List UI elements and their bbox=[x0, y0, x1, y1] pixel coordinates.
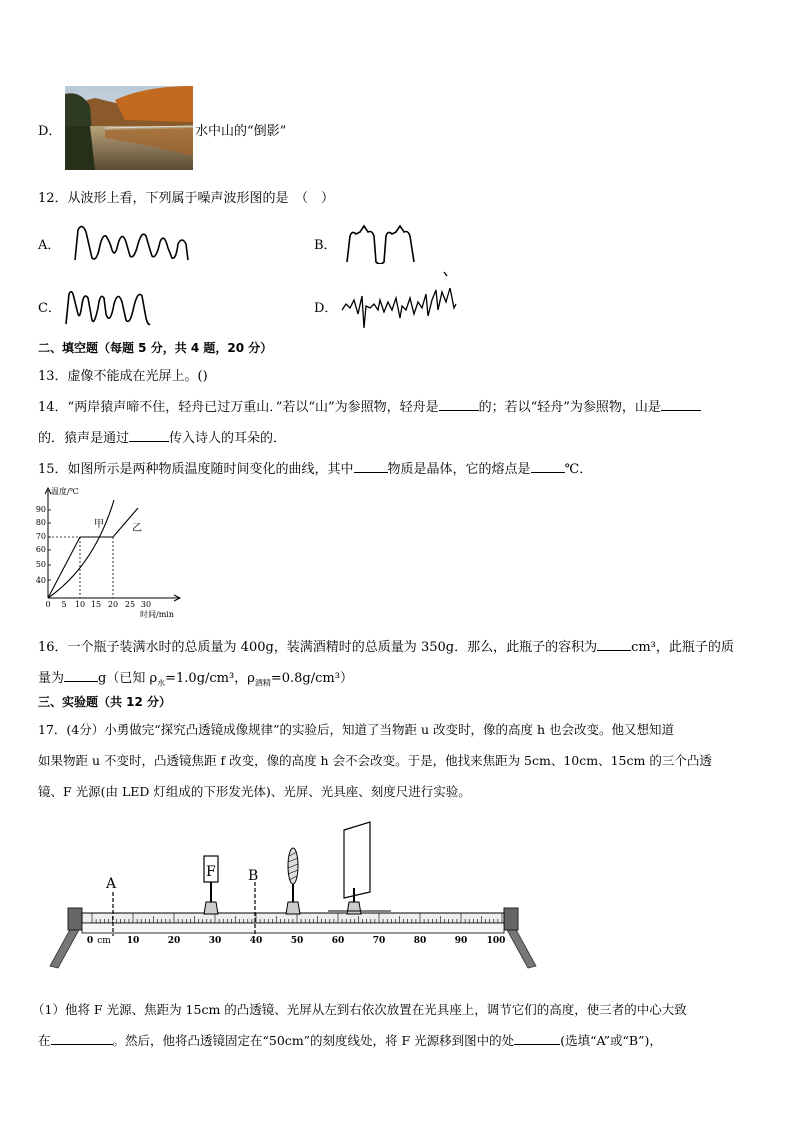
y-tick-80: 80 bbox=[35, 518, 46, 527]
q16-blank-1[interactable] bbox=[597, 639, 631, 651]
q16-line-1 bbox=[38, 636, 734, 655]
scale-80: 80 bbox=[413, 936, 427, 946]
scale-90: 90 bbox=[454, 936, 468, 946]
q15-text-b: 物质是晶体，它的熔点是 bbox=[387, 462, 531, 477]
q15-text-a: 15．如图所示是两种物质温度随时间变化的曲线，其中 bbox=[38, 462, 354, 477]
q14-blank-2[interactable] bbox=[661, 399, 701, 411]
q17-part1-text-c: (选填“A”或“B”)， bbox=[560, 1033, 662, 1048]
x-tick-5: 5 bbox=[61, 600, 67, 609]
x-tick-0: 0 bbox=[45, 600, 51, 609]
scale-100: 100 bbox=[486, 936, 506, 946]
scale-40: 40 bbox=[249, 936, 263, 946]
q12-question: 12．从波形上看，下列属于噪声波形图的是 （ ） bbox=[38, 191, 335, 206]
y-tick-50: 50 bbox=[35, 560, 46, 569]
q12-option-a-label: A． bbox=[38, 238, 61, 253]
q16-text-2c: =1.0g/cm³，ρ bbox=[165, 671, 255, 686]
x-tick-25: 25 bbox=[124, 600, 136, 609]
f-source-letter: F bbox=[206, 864, 216, 880]
q15-blank-2[interactable] bbox=[531, 461, 565, 473]
q15-text-c: ℃． bbox=[564, 462, 593, 477]
graph-y-label: 温度/℃ bbox=[51, 487, 79, 496]
q17-line-3: 镜、F 光源(由 LED 灯组成的下形发光体)、光屏、光具座、刻度尺进行实验。 bbox=[38, 784, 471, 799]
point-a-label: A bbox=[106, 876, 117, 892]
q14-blank-3[interactable] bbox=[129, 430, 169, 442]
q17-line-2: 如果物距 u 不变时，凸透镜焦距 f 改变，像的高度 h 会不会改变。于是，他找来焦距为 5cm、10cm、15cm 的三个凸透 bbox=[38, 753, 712, 768]
label-jia: 甲 bbox=[94, 519, 104, 530]
q16-text-1b: cm³，此瓶子的质 bbox=[631, 640, 734, 655]
x-tick-10: 10 bbox=[74, 600, 86, 609]
f-light-source bbox=[204, 856, 218, 914]
reflection-photo bbox=[65, 86, 193, 170]
q11-option-d-text: 水中山的“倒影” bbox=[195, 124, 287, 139]
temperature-graph bbox=[34, 486, 184, 624]
waveform-b bbox=[344, 222, 420, 268]
graph-x-label: 时间/min bbox=[140, 610, 174, 619]
waveform-a bbox=[72, 220, 190, 268]
y-tick-70: 70 bbox=[35, 532, 46, 541]
q14-text-2b: 传入诗人的耳朵的． bbox=[169, 431, 287, 446]
q12-option-c-label: C． bbox=[38, 301, 61, 316]
optical-bench-diagram bbox=[46, 818, 546, 978]
q16-sub-alcohol: 酒精 bbox=[254, 678, 271, 688]
light-screen bbox=[328, 822, 391, 914]
q13-question: 13．虚像不能成在光屏上。() bbox=[38, 369, 208, 384]
q17-blank-2[interactable] bbox=[514, 1033, 560, 1045]
q14-text-1a: 14．“两岸猿声啼不住，轻舟已过万重山．”若以“山”为参照物，轻舟是 bbox=[38, 400, 439, 415]
convex-lens bbox=[286, 848, 300, 914]
q16-sub-water: 水 bbox=[157, 678, 166, 688]
scale-30: 30 bbox=[208, 936, 222, 946]
q16-blank-2[interactable] bbox=[64, 670, 98, 682]
scale-0: 0 bbox=[86, 936, 94, 946]
q12-option-d-label: D． bbox=[314, 301, 338, 316]
x-tick-labels bbox=[45, 600, 151, 609]
waveform-d bbox=[340, 270, 460, 336]
scale-20: 20 bbox=[167, 936, 181, 946]
x-tick-20: 20 bbox=[107, 600, 119, 609]
scale-unit: cm bbox=[97, 936, 111, 946]
q17-line-1: 17．(4分）小勇做完“探究凸透镜成像规律”的实验后，知道了当物距 u 改变时，像的高度 h 也会改变。他又想知道 bbox=[38, 722, 675, 737]
q17-part1-text-b: 。然后，他将凸透镜固定在“50cm”的刻度线处，将 F 光源移到图中的处 bbox=[112, 1033, 515, 1048]
q15-line bbox=[38, 458, 592, 477]
q14-line-2 bbox=[38, 427, 286, 446]
label-yi: 乙 bbox=[132, 523, 142, 534]
q15-blank-1[interactable] bbox=[354, 461, 388, 473]
x-tick-30: 30 bbox=[140, 600, 152, 609]
section-3-title: 三、实验题（共 12 分） bbox=[38, 695, 172, 709]
q12-option-b-label: B． bbox=[314, 238, 337, 253]
scale-70: 70 bbox=[372, 936, 386, 946]
q16-text-2a: 量为 bbox=[38, 671, 65, 686]
q14-blank-1[interactable] bbox=[439, 399, 479, 411]
y-tick-labels bbox=[36, 505, 46, 585]
q17-blank-1[interactable] bbox=[51, 1033, 113, 1045]
q16-text-1a: 16．一个瓶子装满水时的总质量为 400g，装满酒精时的总质量为 350g．那么，此瓶子的容积为 bbox=[38, 640, 598, 655]
q11-option-d-label: D． bbox=[38, 124, 62, 139]
point-b-label: B bbox=[248, 868, 259, 884]
scale-10: 10 bbox=[126, 936, 140, 946]
bench-scale-labels bbox=[87, 936, 506, 946]
q16-text-2b: g（已知 ρ bbox=[98, 671, 158, 686]
y-tick-40: 40 bbox=[35, 576, 46, 585]
y-tick-90: 90 bbox=[35, 505, 46, 514]
q17-part1-text-a: 在 bbox=[38, 1033, 51, 1048]
waveform-c bbox=[64, 284, 154, 332]
q16-line-2 bbox=[38, 667, 353, 689]
section-2-title: 二、填空题（每题 5 分，共 4 题，20 分） bbox=[38, 341, 273, 355]
q17-part1-line-1: （1）他将 F 光源、焦距为 15cm 的凸透镜、光屏从左到右依次放置在光具座上，调节它们的高度，使三者的中心大致 bbox=[32, 1002, 687, 1017]
y-tick-60: 60 bbox=[35, 545, 46, 554]
q16-text-2d: =0.8g/cm³） bbox=[270, 671, 353, 686]
scale-60: 60 bbox=[331, 936, 345, 946]
x-tick-15: 15 bbox=[90, 600, 102, 609]
scale-50: 50 bbox=[290, 936, 304, 946]
q14-text-1b: 的；若以“轻舟”为参照物，山是 bbox=[478, 400, 661, 415]
q14-line-1 bbox=[38, 396, 701, 415]
q17-part1-line-2 bbox=[38, 1031, 662, 1049]
curve-jia bbox=[48, 500, 114, 598]
q14-text-2a: 的．猿声是通过 bbox=[38, 431, 130, 446]
curve-yi bbox=[48, 508, 138, 598]
